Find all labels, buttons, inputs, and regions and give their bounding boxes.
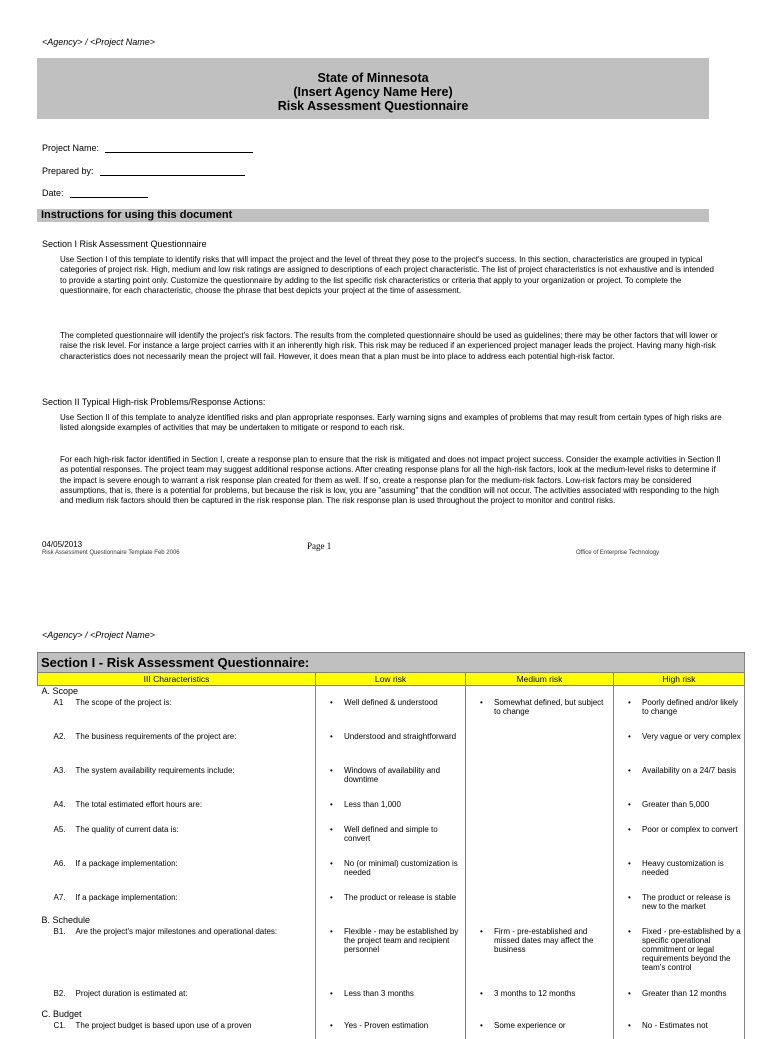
- bullet-icon: •: [330, 766, 333, 775]
- empty-cell: [316, 915, 466, 925]
- table-row: [38, 823, 745, 857]
- low-risk-option-cell: [316, 798, 466, 823]
- bullet-icon: •: [480, 698, 483, 707]
- item-number: B1.: [53, 927, 66, 936]
- date-line[interactable]: [70, 189, 148, 198]
- col-low-risk: Low risk: [316, 673, 466, 686]
- section1-title: Section I Risk Assessment Questionnaire: [42, 239, 207, 249]
- medium-risk-option-cell: [466, 823, 614, 857]
- item-question: If a package implementation:: [76, 891, 316, 915]
- category-heading: A. Scope: [38, 686, 316, 697]
- risk-questionnaire-table: [37, 652, 745, 1039]
- item-question: The business requirements of the project are:: [76, 730, 316, 764]
- high-risk-option[interactable]: [614, 891, 744, 911]
- item-question: The scope of the project is:: [76, 696, 316, 730]
- prepared-by-label: Prepared by:: [42, 166, 94, 176]
- item-question: If a package implementation:: [76, 857, 316, 891]
- bullet-icon: •: [330, 800, 333, 809]
- section2-paragraph-1: Use Section II of this template to analyze identified risks and plan appropriate responses. Early warning signs and examples of problems that may result from certain types of high risks are listed alongside examples of activities that may be undertaken to mitigate or respond to each risk.: [60, 413, 722, 433]
- low-risk-option[interactable]: [316, 891, 465, 902]
- medium-risk-option-cell: [466, 891, 614, 915]
- empty-cell: [466, 1009, 614, 1019]
- low-risk-option-text: Well defined & understood: [344, 698, 438, 707]
- high-risk-option-cell: [614, 987, 745, 1009]
- high-risk-option-cell: [614, 798, 745, 823]
- low-risk-option[interactable]: [316, 925, 465, 954]
- section2-paragraph-2: For each high-risk factor identified in Section I, create a response plan to ensure that the risk is mitigated and does not impact project success. Consider the example activities in Section II as potential responses. The project team may suggest additional response actions. After creating response plans for all the high-risk factors, look at the medium-level risks to determine if the impact is severe enough to warrant a risk response plan created for them as well. If so, create a response plan for the medium-risk factors. Low-risk factors may be considered assumptions, that is, there is a potential for problems, but because the risk is low, you are "assuming" that the condition will not occur. The activities associated with responding to the high and medium risk factors should then be captured in the risk response plan. The risk response plan is used throughout the project to monitor and control risks.: [60, 455, 721, 506]
- empty-cell: [614, 686, 745, 697]
- medium-risk-option-cell: [466, 925, 614, 987]
- low-risk-option-cell: [316, 1019, 466, 1039]
- high-risk-option-text: No - Estimates not: [642, 1021, 708, 1030]
- table-row: [38, 987, 745, 1009]
- title-line-2: (Insert Agency Name Here): [293, 85, 453, 99]
- high-risk-option-text: Greater than 12 months: [642, 989, 727, 998]
- high-risk-option-text: The product or release is new to the market: [642, 893, 731, 911]
- bullet-icon: •: [330, 732, 333, 741]
- bullet-icon: •: [628, 893, 631, 902]
- item-question: The quality of current data is:: [76, 823, 316, 857]
- medium-risk-option-cell: [466, 987, 614, 1009]
- project-name-line[interactable]: [105, 144, 253, 153]
- high-risk-option[interactable]: [614, 730, 744, 741]
- bullet-icon: •: [330, 1021, 333, 1030]
- footer-template-name: Risk Assessment Questionnaire Template Feb 2006: [42, 550, 180, 556]
- empty-cell: [614, 1009, 745, 1019]
- bullet-icon: •: [628, 825, 631, 834]
- low-risk-option-text: Yes - Proven estimation: [344, 1021, 429, 1030]
- bullet-icon: •: [330, 927, 333, 936]
- low-risk-option[interactable]: [316, 696, 465, 707]
- bullet-icon: •: [628, 766, 631, 775]
- bullet-icon: •: [628, 800, 631, 809]
- item-question: The total estimated effort hours are:: [76, 798, 316, 823]
- item-number: A5.: [53, 825, 66, 834]
- bullet-icon: •: [330, 825, 333, 834]
- high-risk-option[interactable]: [614, 987, 744, 998]
- title-box: [37, 58, 709, 119]
- high-risk-option[interactable]: [614, 925, 744, 972]
- section1-paragraph-2: The completed questionnaire will identify the project's risk factors. The results from the completed questionnaire should be used as guidelines; there may be other factors that will lower or raise the risk level. For instance a large project carries with it an inherently high risk. This risk may be reduced if an experienced project manager leads the project. Having many high-risk characteristics does not necessarily mean the project will fail. However, it does mean that a plan must be into place to address each potential high-risk factor.: [60, 331, 718, 361]
- title-line-3: Risk Assessment Questionnaire: [277, 99, 469, 113]
- high-risk-option[interactable]: [614, 798, 744, 809]
- bullet-icon: •: [628, 698, 631, 707]
- medium-risk-option-cell: [466, 696, 614, 730]
- title-line-1: State of Minnesota: [317, 71, 429, 85]
- section1-paragraph-1: Use Section I of this template to identify risks that will impact the project and the level of threat they pose to the project's success. In this section, characteristics are grouped in typical categories of project risk. High, medium and low risk ratings are assigned to descriptions of each project characteristic. The list of project characteristics is not exhaustive and is intended to provide a starting point only. Customize the questionnaire by adding to the list specific risk characteristics or criteria that apply to your organization or project. To complete the questionnaire, for each characteristic, choose the phrase that best depicts your project at the time of assessment.: [60, 255, 714, 295]
- medium-risk-option-text: Firm - pre-established and missed dates may affect the business: [494, 927, 594, 954]
- low-risk-option-text: Flexible - may be established by the project team and recipient personnel: [344, 927, 459, 954]
- medium-risk-option-cell: [466, 798, 614, 823]
- medium-risk-option[interactable]: [466, 696, 613, 716]
- low-risk-option-cell: [316, 823, 466, 857]
- col-high-risk: High risk: [614, 673, 745, 686]
- bullet-icon: •: [628, 859, 631, 868]
- project-name-label: Project Name:: [42, 143, 100, 153]
- high-risk-option-cell: [614, 925, 745, 987]
- medium-risk-option[interactable]: [466, 1019, 613, 1030]
- category-heading: C. Budget: [38, 1009, 316, 1019]
- empty-cell: [466, 915, 614, 925]
- instructions-heading: Instructions for using this document: [37, 209, 709, 222]
- high-risk-option-text: Very vague or very complex: [642, 732, 741, 741]
- col-medium-risk: Medium risk: [466, 673, 614, 686]
- table-row: [38, 798, 745, 823]
- high-risk-option-cell: [614, 696, 745, 730]
- low-risk-option-cell: [316, 696, 466, 730]
- medium-risk-option-cell: [466, 857, 614, 891]
- low-risk-option-cell: [316, 764, 466, 798]
- item-number: A4.: [53, 800, 66, 809]
- medium-risk-option[interactable]: [466, 925, 613, 954]
- low-risk-option-cell: [316, 987, 466, 1009]
- table-row: [38, 925, 745, 987]
- project-name-field[interactable]: [42, 143, 253, 153]
- medium-risk-option-text: Some experience or: [494, 1021, 566, 1030]
- date-field[interactable]: [42, 188, 148, 198]
- item-question: Are the project's major milestones and operational dates:: [76, 925, 316, 987]
- medium-risk-option-cell: [466, 730, 614, 764]
- bullet-icon: •: [628, 989, 631, 998]
- bullet-icon: •: [628, 732, 631, 741]
- table-row: [38, 696, 745, 730]
- low-risk-option-text: Less than 1,000: [344, 800, 401, 809]
- prepared-by-field[interactable]: [42, 166, 245, 176]
- high-risk-option-cell: [614, 823, 745, 857]
- item-number: A1: [53, 698, 64, 707]
- bullet-icon: •: [480, 927, 483, 936]
- low-risk-option-text: No (or minimal) customization is needed: [344, 859, 458, 877]
- section2-title: Section II Typical High-risk Problems/Response Actions:: [42, 397, 266, 407]
- table-row: [38, 891, 745, 915]
- high-risk-option-cell: [614, 891, 745, 915]
- low-risk-option-cell: [316, 730, 466, 764]
- high-risk-option[interactable]: [614, 823, 744, 834]
- bullet-icon: •: [330, 989, 333, 998]
- high-risk-option[interactable]: [614, 857, 744, 877]
- low-risk-option-cell: [316, 925, 466, 987]
- low-risk-option-cell: [316, 891, 466, 915]
- table-row: [38, 764, 745, 798]
- page2-header: <Agency> / <Project Name>: [42, 630, 156, 640]
- low-risk-option[interactable]: [316, 987, 465, 998]
- low-risk-option[interactable]: [316, 764, 465, 784]
- low-risk-option-cell: [316, 857, 466, 891]
- table-row: [38, 857, 745, 891]
- medium-risk-option-text: 3 months to 12 months: [494, 989, 576, 998]
- bullet-icon: •: [480, 1021, 483, 1030]
- high-risk-option[interactable]: [614, 764, 744, 775]
- bullet-icon: •: [330, 859, 333, 868]
- high-risk-option-cell: [614, 764, 745, 798]
- high-risk-option-text: Greater than 5,000: [642, 800, 710, 809]
- category-heading: B. Schedule: [38, 915, 316, 925]
- footer-date: 04/05/2013: [42, 540, 83, 549]
- empty-cell: [466, 686, 614, 697]
- high-risk-option-cell: [614, 1019, 745, 1039]
- item-number: B2.: [53, 989, 66, 998]
- page-number: Page 1: [307, 541, 332, 551]
- bullet-icon: •: [330, 893, 333, 902]
- item-question: The system availability requirements include:: [76, 764, 316, 798]
- low-risk-option[interactable]: [316, 730, 465, 741]
- low-risk-option[interactable]: [316, 1019, 465, 1030]
- high-risk-option-text: Availability on a 24/7 basis: [642, 766, 737, 775]
- low-risk-option-text: Well defined and simple to convert: [344, 825, 438, 843]
- date-label: Date:: [42, 188, 64, 198]
- item-question: Project duration is estimated at:: [76, 987, 316, 1009]
- medium-risk-option-cell: [466, 764, 614, 798]
- high-risk-option-text: Poorly defined and/or likely to change: [642, 698, 739, 716]
- high-risk-option-cell: [614, 730, 745, 764]
- medium-risk-option-text: Somewhat defined, but subject to change: [494, 698, 604, 716]
- item-number: A3.: [53, 766, 66, 775]
- low-risk-option[interactable]: [316, 857, 465, 877]
- empty-cell: [316, 1009, 466, 1019]
- bullet-icon: •: [330, 698, 333, 707]
- table-row: [38, 730, 745, 764]
- prepared-by-line[interactable]: [100, 167, 245, 176]
- high-risk-option[interactable]: [614, 696, 744, 716]
- low-risk-option-text: Understood and straightforward: [344, 732, 457, 741]
- item-number: A6.: [53, 859, 66, 868]
- high-risk-option-text: Poor or complex to convert: [642, 825, 738, 834]
- empty-cell: [316, 686, 466, 697]
- item-question: The project budget is based upon use of a proven: [76, 1019, 316, 1039]
- medium-risk-option[interactable]: [466, 987, 613, 998]
- table-row: [38, 1019, 745, 1039]
- bullet-icon: •: [480, 989, 483, 998]
- questionnaire-title: Section I - Risk Assessment Questionnaire:: [38, 653, 745, 673]
- medium-risk-option-cell: [466, 1019, 614, 1039]
- high-risk-option-cell: [614, 857, 745, 891]
- bullet-icon: •: [628, 927, 631, 936]
- low-risk-option[interactable]: [316, 823, 465, 843]
- item-number: A2.: [53, 732, 66, 741]
- item-number: A7.: [53, 893, 66, 902]
- item-number: C1.: [53, 1021, 66, 1030]
- high-risk-option[interactable]: [614, 1019, 744, 1030]
- empty-cell: [614, 915, 745, 925]
- footer-office: Office of Enterprise Technology: [576, 550, 660, 556]
- col-characteristics: III Characteristics: [38, 673, 316, 686]
- bullet-icon: •: [628, 1021, 631, 1030]
- high-risk-option-text: Fixed - pre-established by a specific operational commitment or legal requirements beyond the team's control: [642, 927, 741, 972]
- low-risk-option-text: The product or release is stable: [344, 893, 457, 902]
- low-risk-option-text: Windows of availability and downtime: [344, 766, 441, 784]
- low-risk-option-text: Less than 3 months: [344, 989, 414, 998]
- low-risk-option[interactable]: [316, 798, 465, 809]
- high-risk-option-text: Heavy customization is needed: [642, 859, 724, 877]
- page-header: <Agency> / <Project Name>: [42, 37, 156, 47]
